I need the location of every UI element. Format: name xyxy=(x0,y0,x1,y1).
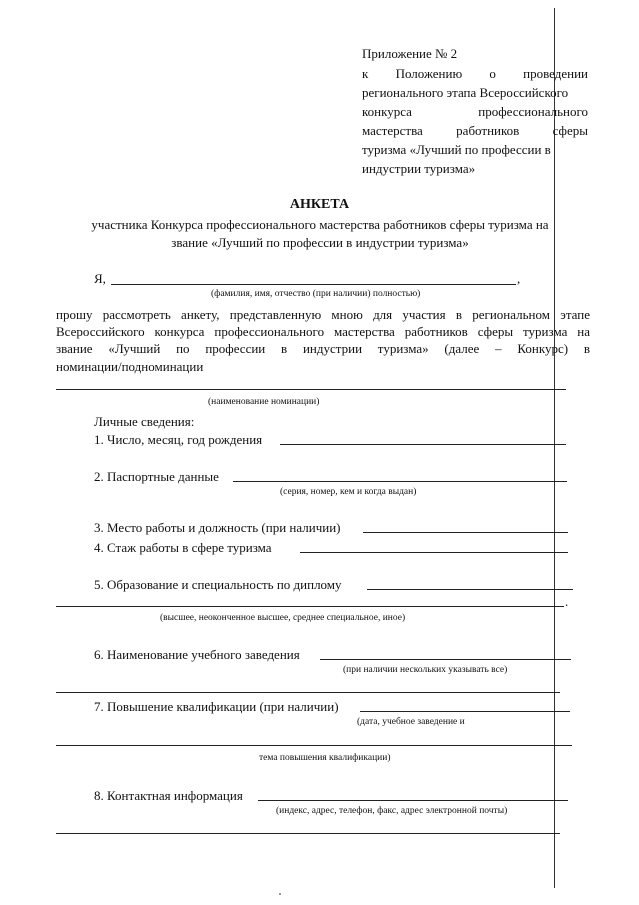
field-education-hint: (высшее, неоконченное высшее, среднее специальное, иное) xyxy=(160,613,406,623)
request-line-4: номинации/подноминации xyxy=(56,359,204,374)
request-line-1: прошу рассмотреть анкету, представленную мною для участия в региональном этапе xyxy=(56,307,590,322)
nomination-input-line[interactable] xyxy=(56,389,566,390)
appendix-word: работников xyxy=(456,123,520,138)
appendix-number: Приложение № 2 xyxy=(362,46,458,61)
field-education-line[interactable] xyxy=(367,589,573,590)
field-contact-line-2[interactable] xyxy=(56,833,560,834)
personal-info-header: Личные сведения: xyxy=(94,414,195,429)
appendix-word: Положению xyxy=(395,66,463,81)
fio-comma: , xyxy=(517,271,521,286)
appendix-word: сферы xyxy=(552,123,588,138)
field-experience-label: 4. Стаж работы в сфере туризма xyxy=(94,540,272,555)
field-workplace-line[interactable] xyxy=(363,532,568,533)
field-passport-label: 2. Паспортные данные xyxy=(94,469,219,484)
field-institution-line-2[interactable] xyxy=(56,692,560,693)
appendix-line-6: туризма «Лучший по профессии в xyxy=(362,142,551,157)
scan-speck xyxy=(279,893,281,895)
field-birthdate-label: 1. Число, месяц, год рождения xyxy=(94,432,263,447)
field-qualification-line-2[interactable] xyxy=(56,745,572,746)
page-margin-line xyxy=(554,8,555,888)
appendix-word: профессионального xyxy=(478,104,588,119)
fio-hint: (фамилия, имя, отчество (при наличии) полностью) xyxy=(211,289,421,299)
field-qualification-hint-1: (дата, учебное заведение и xyxy=(357,717,465,727)
appendix-line-3: регионального этапа Всероссийского xyxy=(362,85,569,100)
appendix-word: мастерства xyxy=(362,123,423,138)
field-qualification-line[interactable] xyxy=(360,711,570,712)
field-education-line-2[interactable] xyxy=(56,606,564,607)
ya-label: Я, xyxy=(94,271,106,286)
subtitle-line-1: участника Конкурса профессионального мастерства работников сферы туризма на xyxy=(91,217,549,232)
field-education-label: 5. Образование и специальность по диплому xyxy=(94,577,342,592)
field-contact-label: 8. Контактная информация xyxy=(94,788,243,803)
appendix-line-5 xyxy=(362,123,588,139)
field-contact-hint: (индекс, адрес, телефон, факс, адрес электронной почты) xyxy=(276,806,508,816)
field-institution-line[interactable] xyxy=(320,659,571,660)
request-line-3: звание «Лучший по профессии в индустрии туризма» (далее – Конкурс) в xyxy=(56,341,590,356)
field-passport-line[interactable] xyxy=(233,481,567,482)
field-experience-line[interactable] xyxy=(300,552,568,553)
field-education-end: . xyxy=(565,594,569,609)
appendix-word: проведении xyxy=(523,66,588,81)
appendix-line-2 xyxy=(362,66,588,82)
nomination-hint: (наименование номинации) xyxy=(208,397,320,407)
field-institution-hint: (при наличии нескольких указывать все) xyxy=(343,665,508,675)
field-birthdate-line[interactable] xyxy=(280,444,566,445)
field-passport-hint: (серия, номер, кем и когда выдан) xyxy=(280,487,417,497)
appendix-line-4 xyxy=(362,104,588,120)
field-qualification-label: 7. Повышение квалификации (при наличии) xyxy=(94,699,339,714)
fio-input-line[interactable] xyxy=(111,284,516,285)
document-title: АНКЕТА xyxy=(289,197,350,212)
request-line-2: Всероссийского конкурса профессионального мастерства работников сферы туризма на xyxy=(56,324,590,339)
field-qualification-hint-2: тема повышения квалификации) xyxy=(259,753,391,763)
appendix-word: к xyxy=(362,66,369,81)
field-workplace-label: 3. Место работы и должность (при наличии) xyxy=(94,520,341,535)
field-institution-label: 6. Наименование учебного заведения xyxy=(94,647,300,662)
appendix-word: конкурса xyxy=(362,104,412,119)
appendix-line-7: индустрии туризма» xyxy=(362,161,476,176)
field-contact-line[interactable] xyxy=(258,800,568,801)
appendix-word: о xyxy=(489,66,496,81)
subtitle-line-2: звание «Лучший по профессии в индустрии туризма» xyxy=(171,235,469,250)
